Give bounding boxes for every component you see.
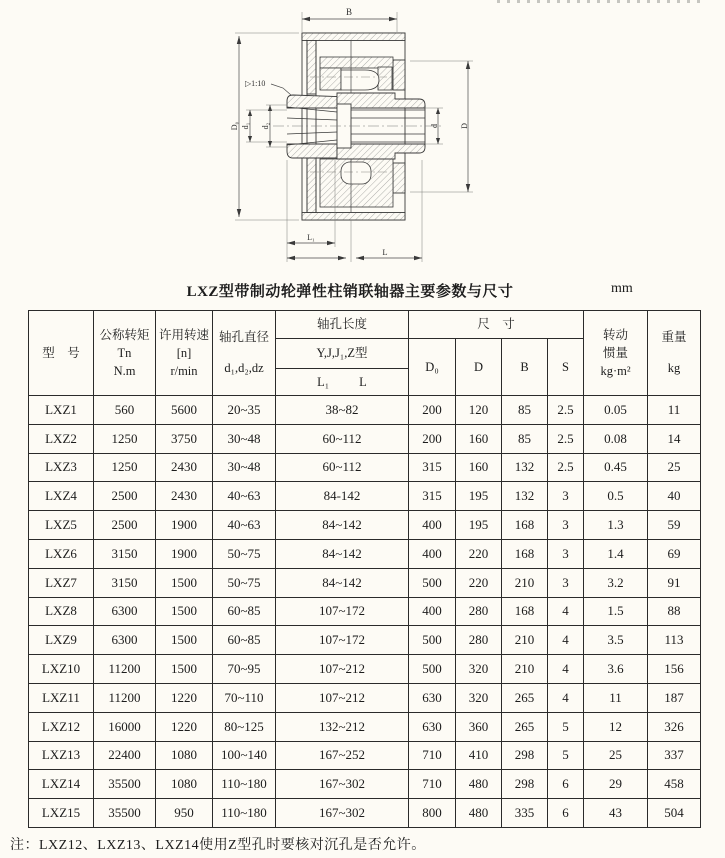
header-speed [156,311,213,396]
table-cell: 800 [409,799,456,828]
table-cell: 107~172 [276,597,409,626]
table-cell: 360 [456,712,502,741]
header-inertia-line2: 惯量 [603,346,629,360]
header-inertia-line3: kg·m² [600,364,631,378]
table-cell: 22400 [94,741,156,770]
table-row [29,683,701,712]
model-cell: LXZ8 [29,597,94,626]
dim-label-d1: d₁ [241,122,250,130]
table-cell: 504 [648,799,701,828]
table-cell: 315 [409,482,456,511]
table-cell: 30~48 [213,424,276,453]
unit-label: mm [611,281,633,296]
model-cell: LXZ7 [29,568,94,597]
table-cell: 168 [502,511,548,540]
table-cell: 265 [502,712,548,741]
table-cell: 400 [409,539,456,568]
table-cell: 0.08 [584,424,648,453]
table-cell: 50~75 [213,568,276,597]
table-cell: 298 [502,770,548,799]
table-cell: 167~302 [276,799,409,828]
table-cell: 320 [456,655,502,684]
parameters-table-wrap [28,310,701,828]
table-cell: 1250 [94,453,156,482]
table-cell: 337 [648,741,701,770]
header-l1: L₁ [317,374,330,389]
table-cell: 60~85 [213,597,276,626]
model-cell: LXZ14 [29,770,94,799]
table-cell: 4 [548,655,584,684]
table-row [29,770,701,799]
table-cell: 38~82 [276,396,409,425]
header-model: 型 号 [29,311,94,396]
model-cell: LXZ9 [29,626,94,655]
table-cell: 710 [409,770,456,799]
table-cell: 1900 [156,511,213,540]
table-cell: 20~35 [213,396,276,425]
header-bore-length: 轴孔长度 [276,311,409,339]
header-torque-line1: 公称转矩Tn [99,328,150,360]
header-inertia [584,311,648,396]
table-cell: 6 [548,799,584,828]
table-cell: 210 [502,655,548,684]
table-cell: 1.5 [584,597,648,626]
table-cell: 6300 [94,626,156,655]
header-torque [94,311,156,396]
header-bore-diameter [213,311,276,396]
table-cell: 3750 [156,424,213,453]
table-cell: 3.2 [584,568,648,597]
table-cell: 1220 [156,683,213,712]
table-cell: 60~85 [213,626,276,655]
dim-label-l1: L₁ [307,233,315,242]
table-cell: 630 [409,712,456,741]
table-cell: 1220 [156,712,213,741]
table-cell: 110~180 [213,799,276,828]
taper-label: ▷1:10 [245,79,266,88]
table-cell: 458 [648,770,701,799]
table-cell: 1250 [94,424,156,453]
table-cell: 5600 [156,396,213,425]
table-body [29,396,701,828]
table-cell: 1500 [156,626,213,655]
table-cell: 2430 [156,453,213,482]
dimension-lines [239,19,468,258]
table-cell: 2.5 [548,453,584,482]
table-cell: 0.05 [584,396,648,425]
table-cell: 500 [409,655,456,684]
table-cell: 168 [502,597,548,626]
header-inertia-line1: 转动 [603,328,629,342]
table-row [29,626,701,655]
table-cell: 500 [409,568,456,597]
table-cell: 85 [502,424,548,453]
table-cell: 30~48 [213,453,276,482]
table-row [29,396,701,425]
table-cell: 3150 [94,539,156,568]
dim-label-l: L [382,247,388,257]
table-cell: 410 [456,741,502,770]
table-cell: 84~142 [276,568,409,597]
table-cell: 132~212 [276,712,409,741]
table-cell: 14 [648,424,701,453]
technical-drawing [225,0,535,275]
header-dimensions: 尺 寸 [409,311,584,339]
table-cell: 156 [648,655,701,684]
table-row [29,799,701,828]
table-cell: 195 [456,482,502,511]
table-cell: 25 [648,453,701,482]
table-cell: 70~95 [213,655,276,684]
table-cell: 1.4 [584,539,648,568]
table-cell: 40~63 [213,511,276,540]
table-cell: 167~252 [276,741,409,770]
model-cell: LXZ5 [29,511,94,540]
header-bore-diameter-line1: 轴孔直径 [218,330,269,344]
table-cell: 29 [584,770,648,799]
table-row [29,424,701,453]
table-cell: 265 [502,683,548,712]
table-cell: 210 [502,626,548,655]
model-cell: LXZ15 [29,799,94,828]
header-bore-length-l1l [276,369,409,396]
table-row [29,482,701,511]
table-cell: 480 [456,799,502,828]
dim-label-d2: d₂ [261,122,270,130]
table-cell: 710 [409,741,456,770]
dim-label-big-d: D [460,123,469,129]
header-torque-line2: N.m [113,364,136,378]
table-row [29,655,701,684]
table-cell: 50~75 [213,539,276,568]
dim-label-b: B [345,7,353,17]
coupling-section-drawing [225,0,535,275]
table-cell: 195 [456,511,502,540]
header-speed-line2: [n] [176,346,192,360]
dimension-arrows [237,17,470,260]
table-cell: 3 [548,568,584,597]
header-dim-b: B [502,339,548,396]
table-cell: 630 [409,683,456,712]
table-cell: 107~212 [276,683,409,712]
header-weight-line2: kg [667,361,681,375]
table-cell: 0.45 [584,453,648,482]
table-cell: 43 [584,799,648,828]
table-cell: 16000 [94,712,156,741]
table-cell: 1080 [156,741,213,770]
table-cell: 25 [584,741,648,770]
table-cell: 3150 [94,568,156,597]
table-cell: 315 [409,453,456,482]
table-cell: 1080 [156,770,213,799]
header-bore-diameter-line2: d₁,d₂,dz [224,361,264,375]
table-cell: 5 [548,741,584,770]
header-speed-line1: 许用转速 [158,328,209,342]
table-cell: 400 [409,511,456,540]
table-cell: 200 [409,424,456,453]
table-cell: 298 [502,741,548,770]
table-cell: 1500 [156,597,213,626]
header-l: L [359,374,367,389]
table-cell: 69 [648,539,701,568]
model-cell: LXZ6 [29,539,94,568]
page-title: LXZ型带制动轮弹性柱销联轴器主要参数与尺寸 [186,284,514,300]
table-cell: 84~142 [276,539,409,568]
table-cell: 160 [456,453,502,482]
table-cell: 84~142 [276,511,409,540]
table-cell: 120 [456,396,502,425]
header-dim-d0: D₀ [409,339,456,396]
table-cell: 60~112 [276,424,409,453]
table-cell: 91 [648,568,701,597]
table-cell: 132 [502,482,548,511]
table-cell: 107~172 [276,626,409,655]
header-speed-line3: r/min [170,364,198,378]
table-cell: 100~140 [213,741,276,770]
table-cell: 2500 [94,511,156,540]
table-cell: 11200 [94,655,156,684]
table-cell: 480 [456,770,502,799]
table-cell: 280 [456,597,502,626]
table-row [29,539,701,568]
table-header [29,311,701,396]
table-cell: 4 [548,683,584,712]
table-cell: 12 [584,712,648,741]
table-cell: 320 [456,683,502,712]
table-cell: 6 [548,770,584,799]
table-cell: 40~63 [213,482,276,511]
table-cell: 1500 [156,655,213,684]
table-cell: 168 [502,539,548,568]
table-cell: 59 [648,511,701,540]
table-row [29,511,701,540]
table-cell: 11200 [94,683,156,712]
parameters-table [28,310,701,828]
footnote: 注：LXZ12、LXZ13、LXZ14使用Z型孔时要核对沉孔是否允许。 [10,838,426,853]
table-cell: 132 [502,453,548,482]
table-cell: 88 [648,597,701,626]
header-weight-line1: 重量 [661,330,687,344]
table-cell: 4 [548,597,584,626]
table-cell: 2.5 [548,424,584,453]
dim-label-d: d [430,124,439,128]
table-row [29,712,701,741]
model-cell: LXZ3 [29,453,94,482]
model-cell: LXZ2 [29,424,94,453]
header-dim-s: S [548,339,584,396]
table-cell: 4 [548,626,584,655]
table-cell: 210 [502,568,548,597]
table-cell: 11 [584,683,648,712]
table-cell: 220 [456,539,502,568]
table-cell: 950 [156,799,213,828]
table-cell: 1.3 [584,511,648,540]
table-cell: 110~180 [213,770,276,799]
table-cell: 1900 [156,539,213,568]
table-cell: 500 [409,626,456,655]
table-cell: 85 [502,396,548,425]
table-cell: 40 [648,482,701,511]
table-cell: 2500 [94,482,156,511]
table-cell: 1500 [156,568,213,597]
table-cell: 3 [548,482,584,511]
table-cell: 2.5 [548,396,584,425]
table-cell: 3 [548,539,584,568]
table-cell: 35500 [94,770,156,799]
table-cell: 107~212 [276,655,409,684]
table-row [29,597,701,626]
table-row [29,568,701,597]
table-cell: 11 [648,396,701,425]
dim-label-d0: D₀ [230,121,239,131]
header-bore-length-types: Y,J,J₁,Z型 [276,339,409,369]
table-cell: 167~302 [276,770,409,799]
table-cell: 0.5 [584,482,648,511]
table-cell: 70~110 [213,683,276,712]
table-row [29,741,701,770]
table-cell: 560 [94,396,156,425]
extension-lines [235,12,473,262]
table-cell: 84-142 [276,482,409,511]
table-cell: 60~112 [276,453,409,482]
table-cell: 5 [548,712,584,741]
model-cell: LXZ1 [29,396,94,425]
model-cell: LXZ10 [29,655,94,684]
table-row [29,453,701,482]
table-cell: 3.5 [584,626,648,655]
model-cell: LXZ11 [29,683,94,712]
table-cell: 335 [502,799,548,828]
table-cell: 2430 [156,482,213,511]
table-cell: 3.6 [584,655,648,684]
header-dim-d: D [456,339,502,396]
table-cell: 80~125 [213,712,276,741]
table-cell: 220 [456,568,502,597]
table-cell: 200 [409,396,456,425]
table-cell: 3 [548,511,584,540]
model-cell: LXZ12 [29,712,94,741]
header-weight [648,311,701,396]
model-cell: LXZ13 [29,741,94,770]
model-cell: LXZ4 [29,482,94,511]
table-cell: 280 [456,626,502,655]
table-cell: 160 [456,424,502,453]
table-cell: 326 [648,712,701,741]
table-cell: 187 [648,683,701,712]
table-cell: 6300 [94,597,156,626]
table-cell: 400 [409,597,456,626]
table-cell: 113 [648,626,701,655]
table-cell: 35500 [94,799,156,828]
